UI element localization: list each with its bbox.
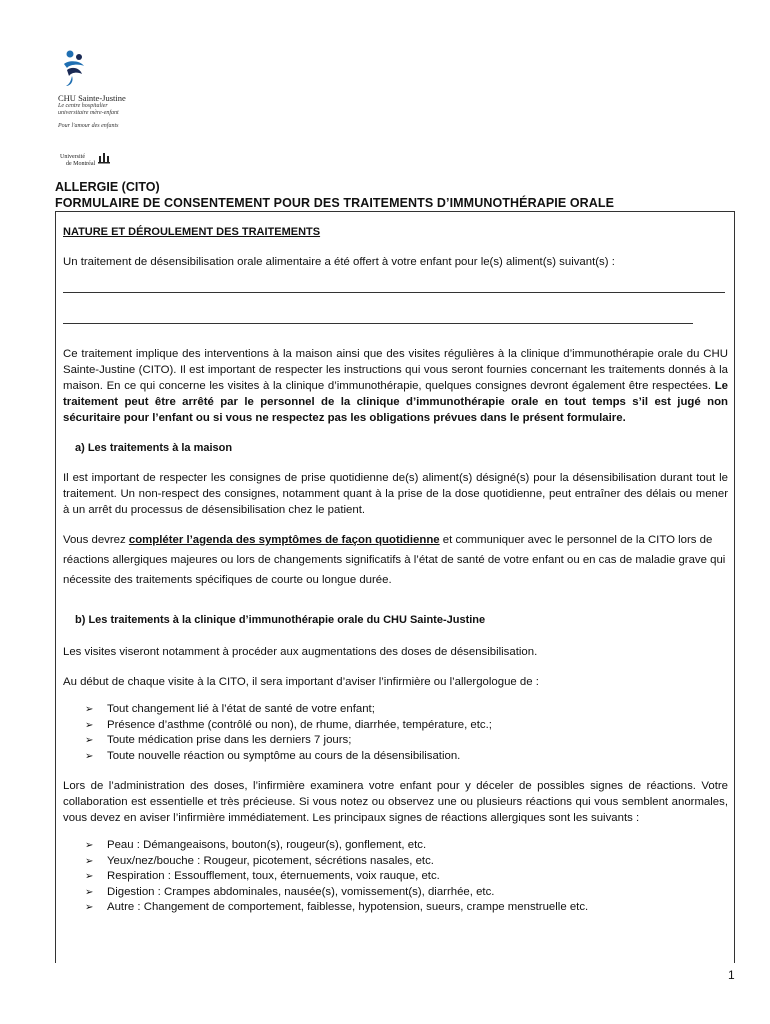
intro-text: Un traitement de désensibilisation orale alimentaire a été offert à votre enfant pour le(s) aliment(s) suivant(s) : bbox=[63, 256, 615, 268]
treatment-paragraph bbox=[63, 346, 728, 426]
arrow-bullet-icon: ➢ bbox=[85, 902, 94, 913]
symptom-agenda-emphasis: compléter l’agenda des symptômes de façon quotidienne bbox=[128, 534, 440, 546]
list-item: ➢ Digestion : Crampes abdominales, nausée(s), vomissement(s), diarrhée, etc. bbox=[85, 885, 728, 901]
document-title-line1: ALLERGIE (CITO) bbox=[55, 180, 160, 194]
arrow-bullet-icon: ➢ bbox=[85, 704, 94, 715]
treatment-paragraph-text: Ce traitement implique des interventions à la maison ainsi que des visites régulières à la clinique d’immunothérapie orale du CHU Sainte-Justine (CITO). Il est important de respecter les instructions qui vous seront fournies concernant les traitements donnés à la maison. En ce qui concerne les visites à la clinique d’immunothérapie, quelques consignes devront également être respectées. bbox=[63, 348, 728, 392]
list-item: ➢ Yeux/nez/bouche : Rougeur, picotement, sécrétions nasales, etc. bbox=[85, 854, 728, 870]
notify-intro-text: Au début de chaque visite à la CITO, il sera important d’aviser l’infirmière ou l’allergologue de : bbox=[63, 676, 539, 688]
symptom-agenda-post: et communiquer avec le personnel de la CITO lors de réactions allergiques majeures ou lors de changements significatifs à l’état de santé de votre enfant ou en cas de maladie grave qui nécessite des traitements spécifiques de courte ou longue durée. bbox=[63, 534, 726, 586]
arrow-bullet-icon: ➢ bbox=[85, 840, 94, 851]
home-treatment-paragraph: Il est important de respecter les consignes de prise quotidienne de(s) aliment(s) désigné(s) pour la désensibilisation durant tout le traitement. Un non-respect des consignes, notamment quant à la prise de la dose quotidienne, peut entraîner des délais ou mener à un arrêt du processus de désensibilisation chez le patient. bbox=[63, 472, 728, 516]
document-title-line2: FORMULAIRE DE CONSENTEMENT POUR DES TRAITEMENTS D’IMMUNOTHÉRAPIE ORALE bbox=[55, 196, 615, 210]
university-logo-icon bbox=[98, 152, 110, 164]
list-item: ➢ Présence d’asthme (contrôlé ou non), de rhume, diarrhée, température, etc.; bbox=[85, 718, 728, 734]
list-item: ➢ Peau : Démangeaisons, bouton(s), rougeur(s), gonflement, etc. bbox=[85, 838, 728, 854]
list-item: ➢ Toute nouvelle réaction ou symptôme au cours de la désensibilisation. bbox=[85, 749, 728, 765]
treatment-warning-text: Le traitement peut être arrêté par le personnel de la clinique d’immunothérapie orale en tout temps s’il est jugé non sécuritaire pour l’enfant ou si vous ne respectez pas les obligations prévues dans le présent formulaire. bbox=[63, 380, 728, 424]
notify-list bbox=[63, 702, 728, 764]
chu-logo-icon bbox=[58, 48, 92, 92]
form-body bbox=[63, 224, 728, 916]
list-item: ➢ Autre : Changement de comportement, faiblesse, hypotension, sueurs, crampe menstruelle etc. bbox=[85, 900, 728, 916]
food-entry-line-1[interactable] bbox=[63, 292, 725, 293]
symptom-agenda-pre: Vous devrez bbox=[63, 534, 129, 546]
page-number: 1 bbox=[728, 968, 735, 982]
arrow-bullet-icon: ➢ bbox=[85, 719, 94, 731]
arrow-bullet-icon: ➢ bbox=[85, 886, 94, 898]
university-label bbox=[60, 154, 95, 167]
arrow-bullet-icon: ➢ bbox=[85, 735, 94, 746]
university-line-1: Université bbox=[60, 154, 85, 160]
list-item: ➢ Toute médication prise dans les derniers 7 jours; bbox=[85, 733, 728, 749]
org-tagline-2: universitaire mère-enfant bbox=[58, 109, 119, 116]
list-item: ➢ Respiration : Essoufflement, toux, éternuements, voix rauque, etc. bbox=[85, 869, 728, 885]
org-motto: Pour l'amour des enfants bbox=[58, 123, 119, 129]
arrow-bullet-icon: ➢ bbox=[85, 750, 94, 762]
clinic-visits-text: Les visites viseront notamment à procéder aux augmentations des doses de désensibilisation. bbox=[63, 646, 538, 658]
university-line-2: de Montréal bbox=[66, 160, 96, 167]
food-entry-line-2[interactable] bbox=[63, 323, 693, 324]
list-item: ➢ Tout changement lié à l’état de santé de votre enfant; bbox=[85, 702, 728, 718]
arrow-bullet-icon: ➢ bbox=[85, 855, 94, 867]
subsection-a-heading: a) Les traitements à la maison bbox=[75, 442, 233, 454]
section-heading: NATURE ET DÉROULEMENT DES TRAITEMENTS bbox=[63, 226, 321, 238]
symptom-agenda-paragraph bbox=[63, 530, 728, 590]
subsection-b-heading: b) Les traitements à la clinique d’immunothérapie orale du CHU Sainte-Justine bbox=[75, 614, 486, 626]
org-name: CHU Sainte-Justine bbox=[58, 93, 126, 103]
org-tagline-1: Le centre hospitalier bbox=[58, 103, 108, 109]
reaction-signs-paragraph: Lors de l’administration des doses, l’infirmière examinera votre enfant pour y déceler de possibles signes de réactions. Votre collaboration est essentielle et très précieuse. Si vous notez ou observez une ou plusieurs réactions qui vous semblent anormales, vous devez en aviser l’infirmière immédiatement. Les principaux signes de réactions allergiques sont les suivants : bbox=[63, 780, 728, 824]
chu-logo bbox=[58, 48, 178, 129]
reaction-signs-list bbox=[63, 838, 728, 916]
arrow-bullet-icon: ➢ bbox=[85, 871, 94, 882]
